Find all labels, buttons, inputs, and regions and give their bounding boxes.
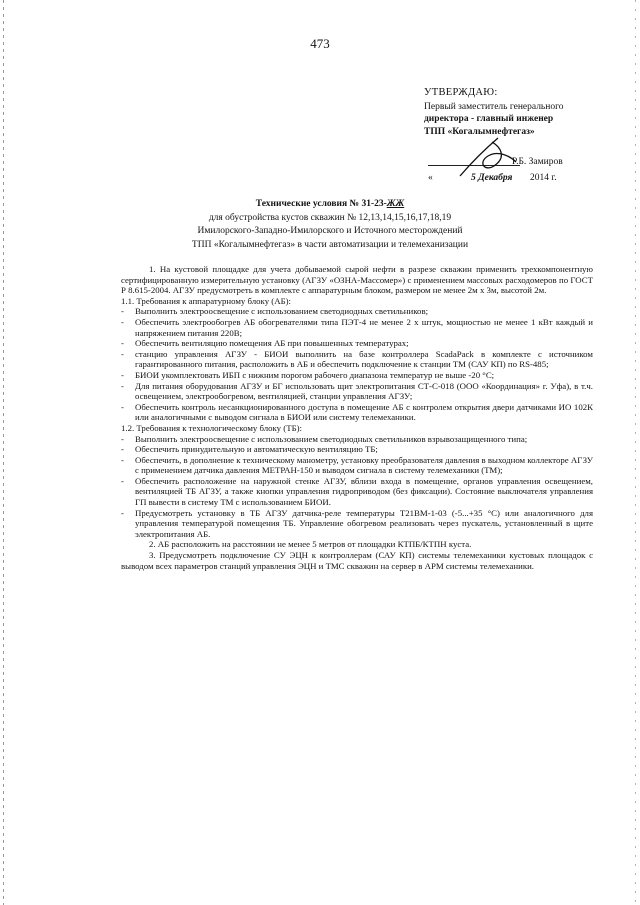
scan-edge-left	[3, 0, 4, 905]
page-number: 473	[310, 36, 330, 51]
list-item: - Обеспечить принудительную и автоматическую вентиляцию ТБ;	[121, 444, 378, 455]
approval-heading: УТВЕРЖДАЮ:	[424, 87, 498, 98]
approver-position-line2: директора - главный инженер	[424, 114, 554, 124]
date-handwritten: 5 Декабря	[471, 173, 513, 183]
approver-organization: ТПП «Когалымнефтегаз»	[424, 126, 535, 137]
list-item: - Обеспечить контроль несанкционированного доступа в помещение АБ с контролем открытия двери датчиками ИО 102К или аналогичными с выводом сигнала в БИОИ или систему телемеханики.	[121, 401, 593, 423]
date-year: 2014 г.	[530, 173, 557, 183]
title-document-number: ЖЖ	[386, 199, 405, 209]
document-body	[121, 264, 593, 571]
list-item: - Обеспечить расположение на наружной стенке АГЗУ, вблизи входа в помещение, органов управления освещением, вентиляцией ТБ АГЗУ, а также кнопки управления гидроприводом (без фиксации). Состояние выключателя управления ГП вывести в систему ТМ с использованием БИОИ.	[121, 475, 593, 508]
list-item: - БИОИ укомплектовать ИБП с нижним порогом рабочего диапазона температур не выше -20 °С;	[121, 369, 495, 380]
approval-date-row	[424, 172, 624, 188]
title-line-2: для обустройства кустов скважин № 12,13,14,15,16,17,18,19	[208, 212, 452, 223]
list-item: - Предусмотреть установку в ТБ АГЗУ датчика-реле температуры Т21ВМ-1-03 (-5...+35 °С) или аналогичного для управления температурой помещения ТБ. Управление обогревом реализовать через пускатель, установленный в щите электропитания АБ.	[121, 507, 593, 539]
signer-name: Р.Б. Замиров	[512, 157, 563, 167]
paragraph-2: 2. АБ расположить на расстоянии не менее 5 метров от площадки КТПБ/КТПН куста.	[149, 539, 472, 550]
approval-block	[424, 87, 624, 188]
document-title	[140, 198, 520, 252]
scan-edge-right	[635, 0, 636, 905]
date-quote-open: «	[428, 173, 433, 183]
title-line-4: ТПП «Когалымнефтегаз» в части автоматизации и телемеханизации	[191, 239, 469, 250]
title-prefix: Технические условия № 31-23-	[255, 199, 387, 209]
title-line-3: Имилорского-Западно-Имилорского и Источного месторождений	[197, 226, 463, 236]
paragraph-3: 3. Предусмотреть подключение СУ ЭЦН к контроллерам (САУ КП) системы телемеханики кустовых площадок с выводом всех параметров станций управления ЭЦН и ТМС скважин на сервер в АРМ системы телемеханики.	[121, 550, 593, 571]
list-item: - Выполнить электроосвещение с использованием светодиодных светильников взрывозащищенного типа;	[121, 433, 528, 444]
list-item: - Обеспечить электрообогрев АБ обогревателями типа ПЭТ-4 не менее 2 х штук, мощностью не менее 1 кВт каждый и напряжением питания 220В;	[121, 316, 593, 338]
section-1-1-heading: 1.1. Требования к аппаратурному блоку (АБ):	[121, 295, 291, 306]
approver-position-line1: Первый заместитель генерального	[424, 101, 564, 112]
list-item: - Обеспечить, в дополнение к техническому манометру, установку преобразователя давления в выходном коллекторе АГЗУ с применением датчика давления МЕТРАН-150 и выводом сигнала в систему телемеханики (ТМ);	[121, 454, 593, 476]
paragraph-1: 1. На кустовой площадке для учета добываемой сырой нефти в разрезе скважин применить трехкомпонентную сертифицированную измерительную установку (АГЗУ «ОЗНА-Массомер») с применением массовых расходомеров по ГОСТ Р 8.615-2004. АГЗУ предусмотреть в комплекте с аппаратурным блоком, размером не менее 2м х 3м, высотой 2м.	[121, 264, 593, 296]
list-item: - Обеспечить вентиляцию помещения АБ при повышенных температурах;	[121, 338, 409, 349]
signature-row	[424, 148, 624, 172]
section-1-2-heading: 1.2. Требования к технологическому блоку (ТБ):	[121, 422, 303, 433]
list-item: - Выполнить электроосвещение с использованием светодиодных светильников;	[121, 306, 429, 317]
list-item: - станцию управления АГЗУ - БИОИ выполнить на базе контроллера ScadaPack в комплекте с источником гарантированного питания, расположить в АБ и обеспечить подключение к станции ТМ (САУ КП) по RS-485;	[121, 348, 593, 370]
list-item: - Для питания оборудования АГЗУ и БГ использовать щит электропитания СТ-С-018 (ООО «Координация» г. Уфа), в т.ч. освещением, электрообогревом, вентиляцией, станции управления АГЗУ;	[121, 380, 593, 402]
title-line-1	[140, 198, 520, 212]
